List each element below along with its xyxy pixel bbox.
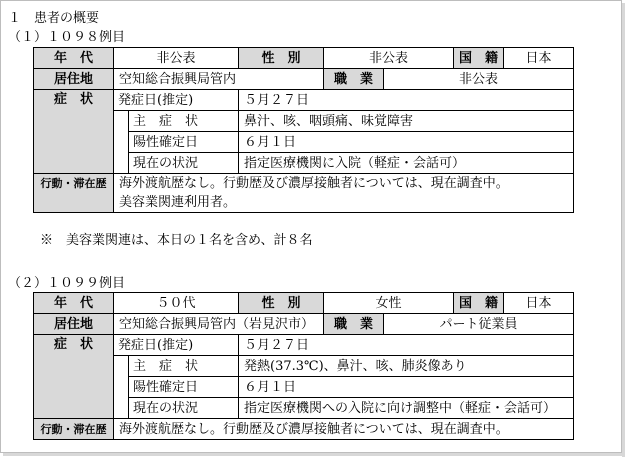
case-1-main-symptoms: 鼻汁、咳、咽頭痛、味覚障害 [239, 111, 574, 132]
case-1-residence: 空知総合振興局管内 [114, 69, 324, 90]
frame-shadow-bottom [3, 453, 625, 456]
case-1-note: ※ 美容業関連は、本日の１名を含め、計８名 [40, 233, 313, 248]
behavior-label: 行動・滞在歴 [34, 419, 114, 440]
sex-label: 性 別 [239, 293, 324, 314]
main-symptoms-label: 主 症 状 [129, 356, 239, 377]
case-2-age: ５０代 [114, 293, 239, 314]
case-1-occupation: 非公表 [384, 69, 574, 90]
case-2-residence: 空知総合振興局管内（岩見沢市） [114, 314, 324, 335]
case-2-occupation: パート従業員 [384, 314, 574, 335]
indent-cell [114, 132, 129, 153]
nationality-label: 国 籍 [454, 293, 504, 314]
symptoms-label: 症 状 [34, 90, 114, 174]
case-2-nationality: 日本 [504, 293, 574, 314]
case-2-onset: ５月２７日 [239, 335, 574, 356]
case-1-behavior [114, 174, 574, 213]
case-1-onset: ５月２７日 [239, 90, 574, 111]
occupation-label: 職 業 [324, 314, 384, 335]
section-title: １ 患者の概要 [8, 11, 100, 26]
indent-cell [114, 398, 129, 419]
case-1-positive-date: ６月１日 [239, 132, 574, 153]
case-2-positive-date: ６月１日 [239, 377, 574, 398]
case-1-behavior-line-2: 美容業関連利用者。 [119, 195, 237, 210]
positive-date-label: 陽性確定日 [129, 132, 239, 153]
case-1-table [33, 47, 574, 213]
case-1-behavior-line-1: 海外渡航歴なし。行動歴及び濃厚接触者については、現在調査中。 [119, 176, 509, 191]
indent-cell [114, 111, 129, 132]
indent-cell [114, 377, 129, 398]
case-1-current-status: 指定医療機関に入院（軽症・会話可） [239, 153, 574, 174]
case-2-behavior: 海外渡航歴なし。行動歴及び濃厚接触者については、現在調査中。 [114, 419, 574, 440]
case-2-title: （２）１０９９例目 [8, 276, 126, 291]
current-status-label: 現在の状況 [129, 398, 239, 419]
case-2-main-symptoms: 発熱(37.3℃)、鼻汁、咳、肺炎像あり [239, 356, 574, 377]
case-1-nationality: 日本 [504, 48, 574, 69]
indent-cell [114, 153, 129, 174]
frame-shadow-right [622, 3, 625, 457]
behavior-label: 行動・滞在歴 [34, 174, 114, 213]
case-2-current-status: 指定医療機関への入院に向け調整中（軽症・会話可） [239, 398, 574, 419]
current-status-label: 現在の状況 [129, 153, 239, 174]
case-2-table [33, 292, 574, 440]
residence-label: 居住地 [34, 314, 114, 335]
case-1-sex: 非公表 [324, 48, 454, 69]
main-symptoms-label: 主 症 状 [129, 111, 239, 132]
residence-label: 居住地 [34, 69, 114, 90]
onset-label: 発症日(推定) [114, 90, 239, 111]
indent-cell [114, 356, 129, 377]
nationality-label: 国 籍 [454, 48, 504, 69]
positive-date-label: 陽性確定日 [129, 377, 239, 398]
sex-label: 性 別 [239, 48, 324, 69]
symptoms-label: 症 状 [34, 335, 114, 419]
case-1-title: （１）１０９８例目 [8, 30, 126, 45]
occupation-label: 職 業 [324, 69, 384, 90]
case-2-sex: 女性 [324, 293, 454, 314]
age-label: 年 代 [34, 293, 114, 314]
age-label: 年 代 [34, 48, 114, 69]
onset-label: 発症日(推定) [114, 335, 239, 356]
case-1-age: 非公表 [114, 48, 239, 69]
